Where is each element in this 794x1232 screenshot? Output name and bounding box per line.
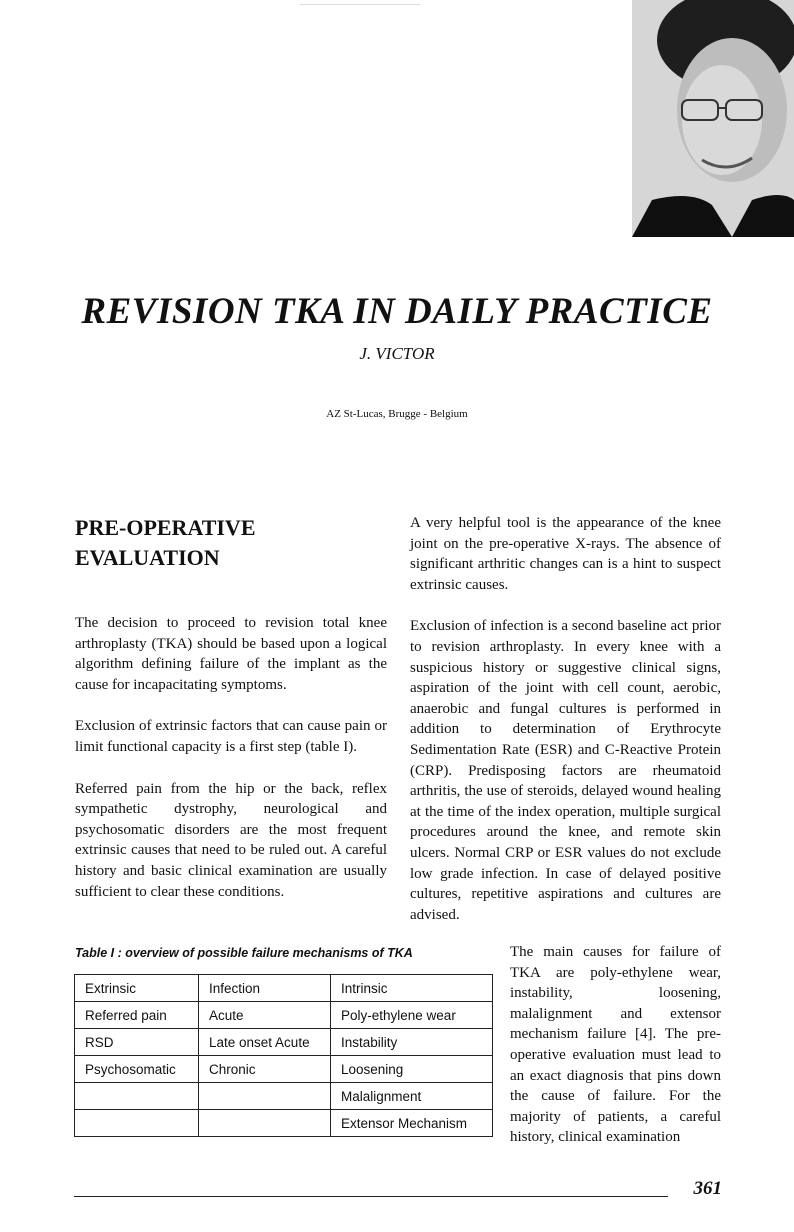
table-cell: Intrinsic <box>331 975 493 1002</box>
table-cell: Infection <box>199 975 331 1002</box>
section-heading <box>75 513 375 573</box>
paper-title: REVISION TKA IN DAILY PRACTICE <box>81 291 713 332</box>
table-cell: Loosening <box>331 1056 493 1083</box>
paragraph: The main causes for failure of TKA are poly-ethylene wear, instability, loosening, malalignment and extensor mechanism failure [4]. The pre-operative evaluation must lead to an exact diagnosis that pins down the cause of failure. For the majority of patients, a careful history, clinical examination <box>510 944 721 1146</box>
table-row <box>75 1110 493 1137</box>
left-column <box>75 613 387 923</box>
table-cell: Late onset Acute <box>199 1029 331 1056</box>
table-row <box>75 1002 493 1029</box>
table-cell: Acute <box>199 1002 331 1029</box>
paragraph: A very helpful tool is the appearance of the knee joint on the pre-operative X-rays. The absence of significant arthritic changes can is a hint to suspect extrinsic causes. <box>410 515 721 593</box>
table-cell: Malalignment <box>331 1083 493 1110</box>
table-cell: Extensor Mechanism <box>331 1110 493 1137</box>
table-cell: RSD <box>75 1029 199 1056</box>
top-scan-line <box>300 4 420 5</box>
table-caption: Table I : overview of possible failure mechanisms of TKA <box>75 946 413 960</box>
page-number: 361 <box>693 1178 722 1199</box>
table-cell: Instability <box>331 1029 493 1056</box>
table-row <box>75 1083 493 1110</box>
paragraph: Exclusion of infection is a second baseline act prior to revision arthroplasty. In every knee with a suspicious history or suggestive clinical signs, aspiration of the joint with cell count, aerobic, anaerobic and fungal cultures is performed in addition to determination of Erythrocyte Sedimentation Rate (ESR) and C-Reactive Protein (CRP). Predisposing factors are rheumatoid arthritis, the use of steroids, delayed wound healing at the time of the index operation, multiple surgical procedures around the knee, and remote skin ulcers. Normal CRP or ESR values do not exclude low grade infection. In case of delayed positive cultures, repetitive aspirations and cultures are advised. <box>410 618 721 923</box>
table-cell <box>75 1110 199 1137</box>
table-cell: Referred pain <box>75 1002 199 1029</box>
failure-mechanisms-table <box>74 974 493 1137</box>
table-cell: Chronic <box>199 1056 331 1083</box>
table-row <box>75 975 493 1002</box>
author-name: J. VICTOR <box>359 344 435 363</box>
right-column <box>410 513 721 946</box>
author-portrait-photo <box>632 0 794 237</box>
section-heading-line2: EVALUATION <box>75 545 220 570</box>
table-cell: Psychosomatic <box>75 1056 199 1083</box>
table-cell <box>199 1083 331 1110</box>
table-cell <box>199 1110 331 1137</box>
table-row <box>75 1056 493 1083</box>
paragraph: Referred pain from the hip or the back, reflex sympathetic dystrophy, neurological and psychosomatic disorders are the most frequent extrinsic causes that need to be ruled out. A careful history and basic clinical examination are usually sufficient to clear these conditions. <box>75 780 387 900</box>
footer-rule <box>74 1196 668 1197</box>
table-row <box>75 1029 493 1056</box>
table-cell: Extrinsic <box>75 975 199 1002</box>
paragraph: The decision to proceed to revision total knee arthroplasty (TKA) should be based upon a logical algorithm defining failure of the implant as the cause for incapacitating symptoms. <box>75 615 387 693</box>
author-affiliation: AZ St-Lucas, Brugge - Belgium <box>326 408 468 420</box>
portrait-icon <box>632 0 794 237</box>
paragraph: Exclusion of extrinsic factors that can cause pain or limit functional capacity is a first step (table I). <box>75 718 387 755</box>
section-heading-line1: PRE-OPERATIVE <box>75 515 256 540</box>
table-cell: Poly-ethylene wear <box>331 1002 493 1029</box>
table-cell <box>75 1083 199 1110</box>
narrow-column <box>510 942 721 1169</box>
